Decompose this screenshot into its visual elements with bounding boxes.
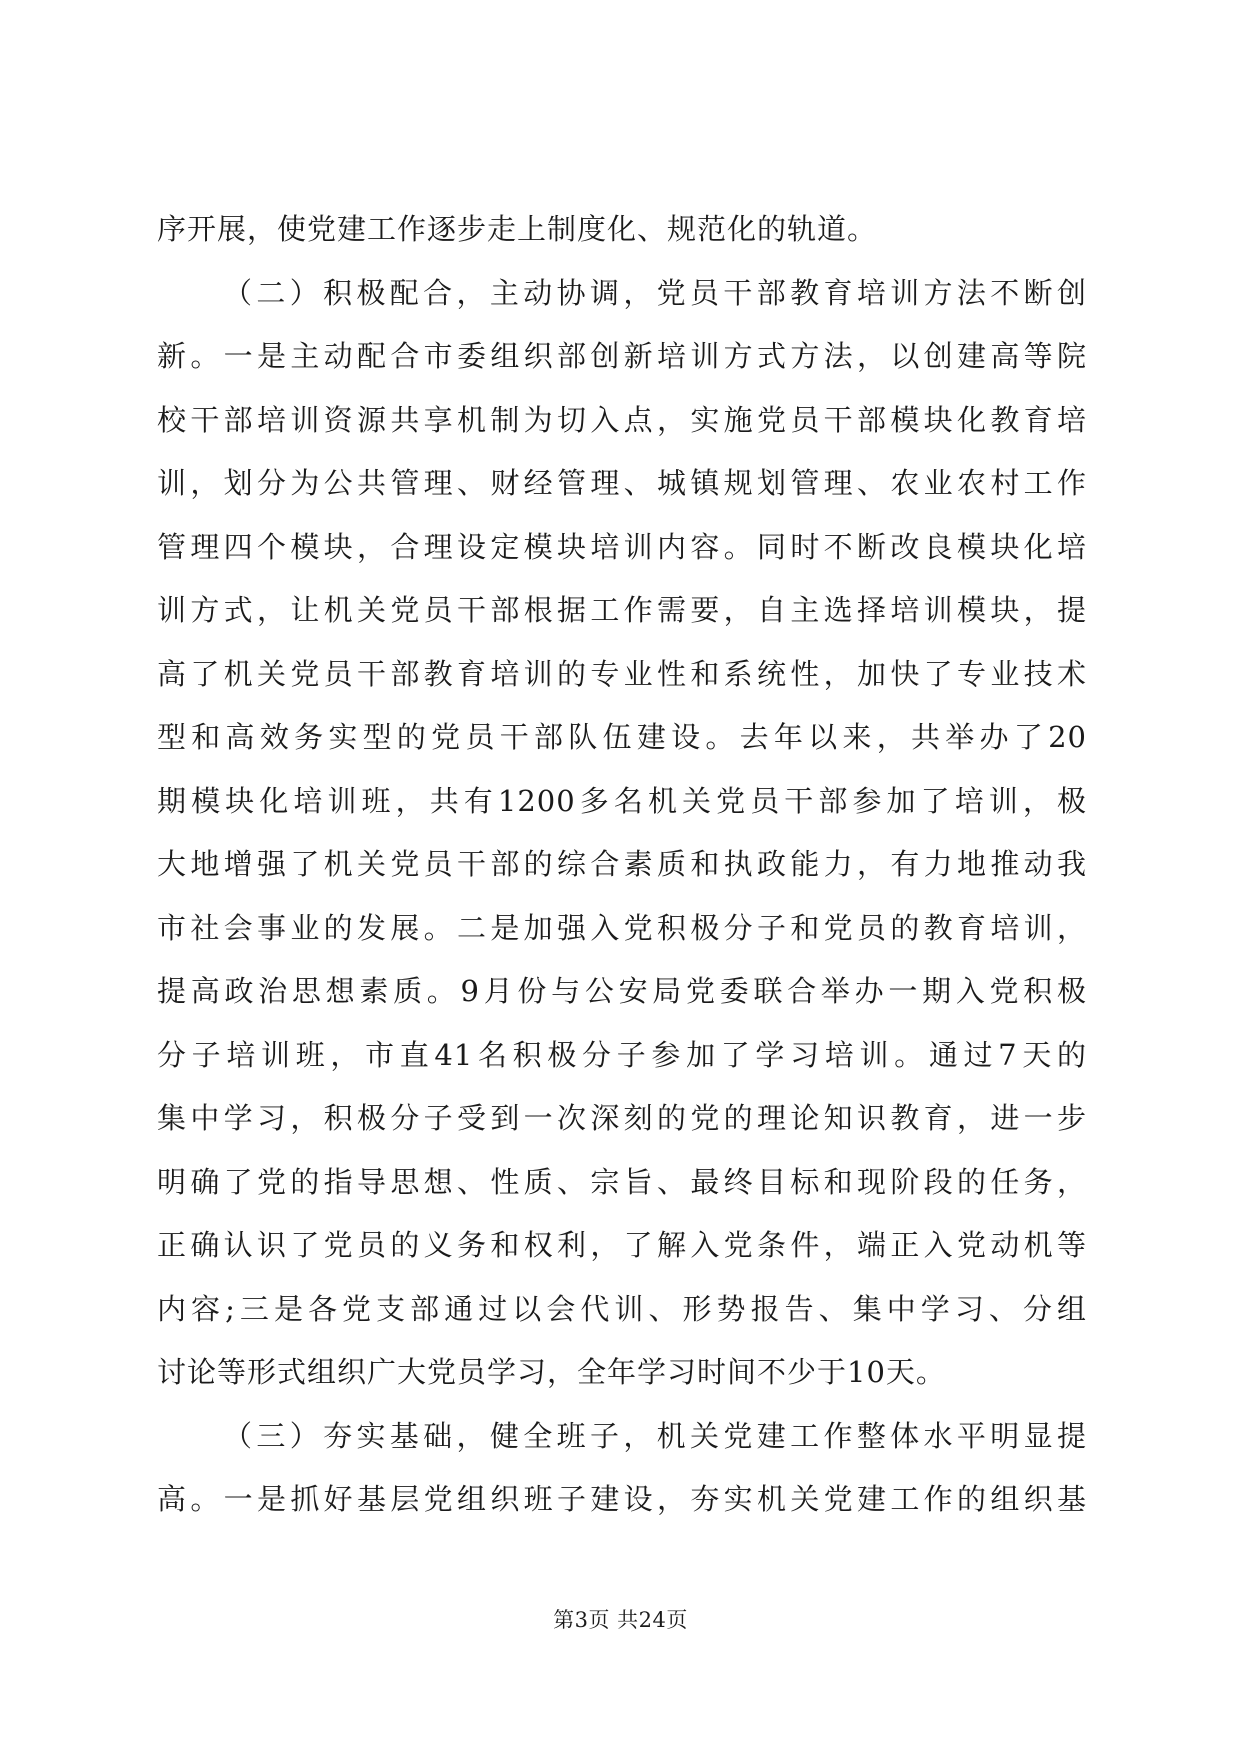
- text-line: 新。一是主动配合市委组织部创新培训方式方法，以创建高等院: [157, 339, 1087, 373]
- text-line: 高。一是抓好基层党组织班子建设，夯实机关党建工作的组织基: [157, 1482, 1087, 1516]
- text-line: 大地增强了机关党员干部的综合素质和执政能力，有力地推动我: [157, 847, 1087, 881]
- text-line: （三）夯实基础，健全班子，机关党建工作整体水平明显提: [223, 1418, 1087, 1453]
- text-line: 分子培训班，市直41名积极分子参加了学习培训。通过7天的: [157, 1037, 1087, 1072]
- text-line: 市社会事业的发展。二是加强入党积极分子和党员的教育培训，: [157, 910, 1087, 945]
- text-line: 明确了党的指导思想、性质、宗旨、最终目标和现阶段的任务，: [157, 1164, 1087, 1199]
- text-line: 型和高效务实型的党员干部队伍建设。去年以来，共举办了20: [157, 720, 1087, 754]
- text-line: 正确认识了党员的义务和权利，了解入党条件，端正入党动机等: [157, 1228, 1087, 1262]
- text-line: （二）积极配合，主动协调，党员干部教育培训方法不断创: [223, 275, 1087, 310]
- text-line: 训，划分为公共管理、财经管理、城镇规划管理、农业农村工作: [157, 466, 1087, 500]
- text-line: 提高政治思想素质。9月份与公安局党委联合举办一期入党积极: [157, 974, 1087, 1008]
- text-line: 期模块化培训班，共有1200多名机关党员干部参加了培训，极: [157, 783, 1087, 818]
- text-line: 训方式，让机关党员干部根据工作需要，自主选择培训模块，提: [157, 593, 1087, 627]
- text-line: 讨论等形式组织广大党员学习，全年学习时间不少于10天。: [157, 1355, 946, 1389]
- text-line: 管理四个模块，合理设定模块培训内容。同时不断改良模块化培: [157, 529, 1087, 564]
- text-line: 序开展，使党建工作逐步走上制度化、规范化的轨道。: [157, 212, 878, 246]
- text-line: 内容;三是各党支部通过以会代训、形势报告、集中学习、分组: [157, 1291, 1087, 1326]
- text-line: 集中学习，积极分子受到一次深刻的党的理论知识教育，进一步: [157, 1101, 1087, 1135]
- text-line: 校干部培训资源共享机制为切入点，实施党员干部模块化教育培: [157, 402, 1087, 437]
- page-number-footer: 第3页 共24页: [553, 1608, 688, 1632]
- body-text: [157, 198, 1087, 1532]
- text-line: 高了机关党员干部教育培训的专业性和系统性，加快了专业技术: [157, 656, 1087, 691]
